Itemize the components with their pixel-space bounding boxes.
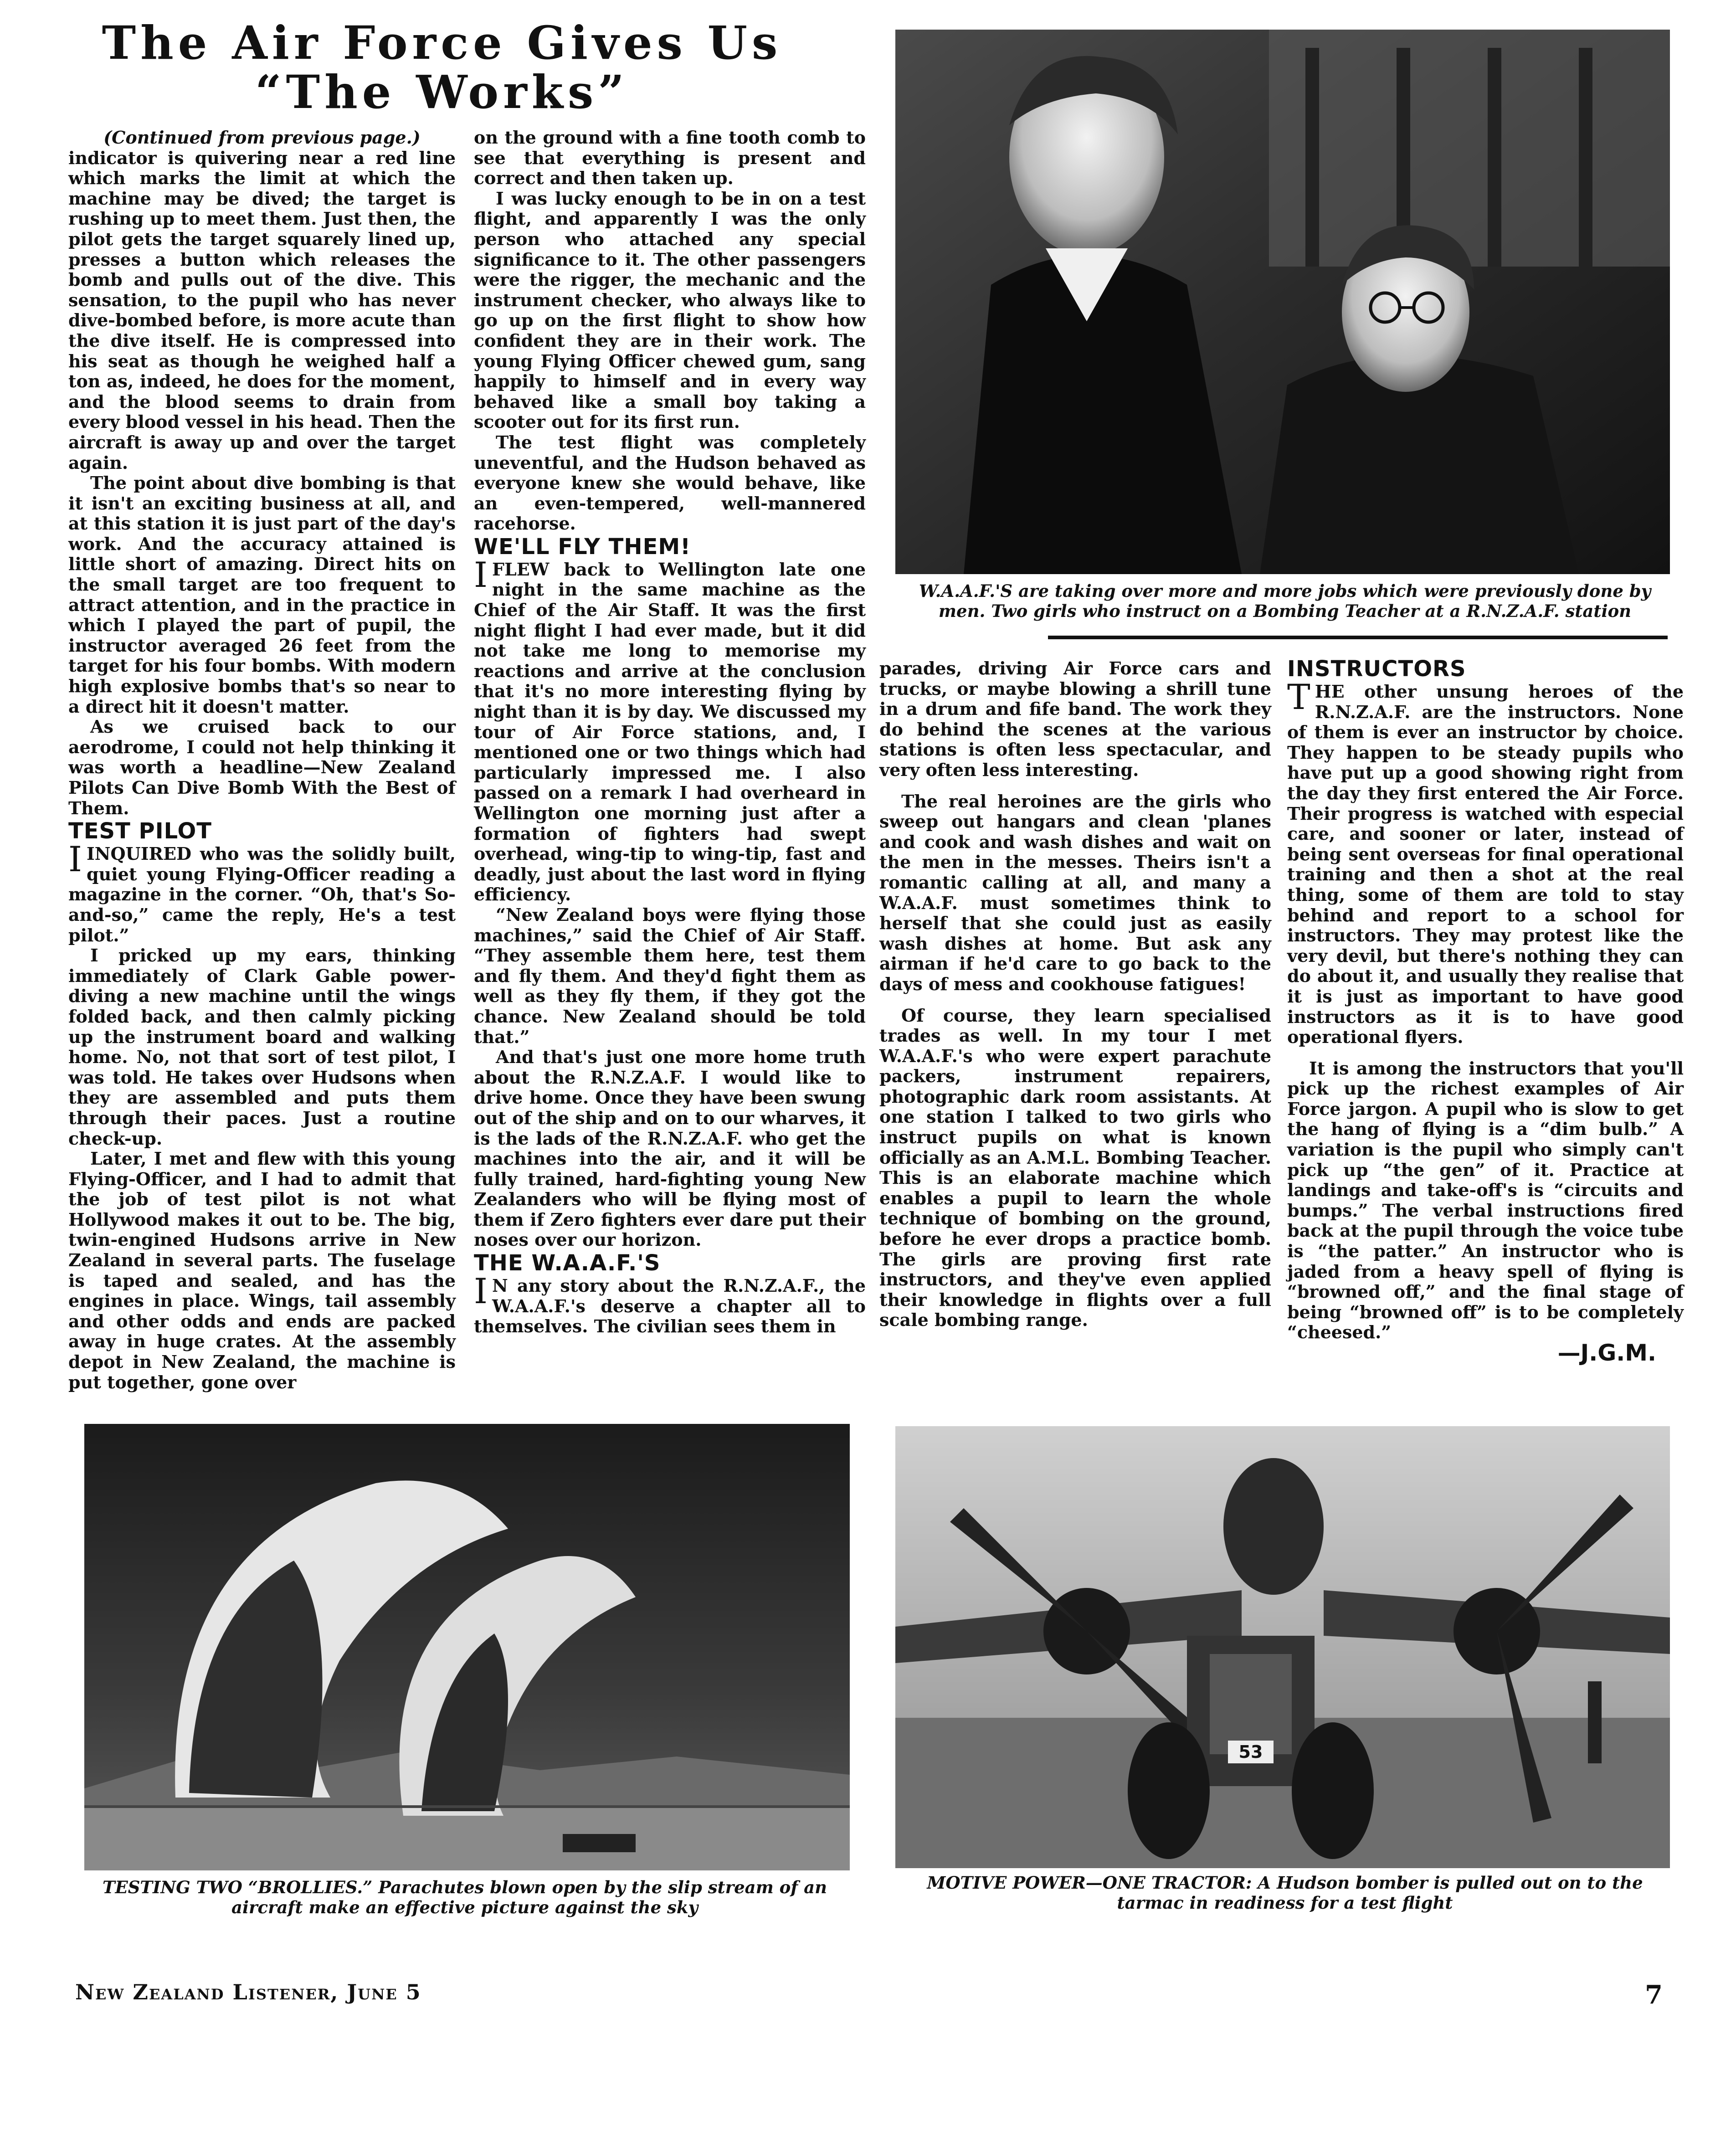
footer-publication: New Zealand Listener, June 5 <box>75 1980 421 2004</box>
paragraph: indicator is quivering near a red line which marks the limit at which the machine may be dived; the target is rushing up to meet them. Just then, the pilot gets the target squarely lined up, presses a button which releases the bomb and pulls out of the dive. This sensation, to the pupil who has never dive-bombed before, is more acute than the dive itself. He is compressed into his seat as though he weighed half a ton as, indeed, he does for the moment, and the blood seems to drain from every blood vessel in his head. Then the aircraft is away up and over the target again. <box>68 147 456 473</box>
caption-bottom-right-photo: MOTIVE POWER—ONE TRACTOR: A Hudson bomber is pulled out on to the tarmac in readiness for a test flight <box>927 1873 1643 1913</box>
paragraph-text: HE other unsung heroes of the R.N.Z.A.F. are the instructors. None of them is ever an instructor by choice. They happen to be steady pupils who have put up a good showing right from the day they first entered the Air Force. Their progress is watched with especial care, and sooner or later, instead of being sent overseas for final operational training and then a shot at the real thing, some of them are told to stay behind and report to a school for instructors. They may protest like the very devil, but there's nothing they can do about it, and usually they realise that it is just as important to have good instructors as it is to have good operational flyers. <box>1287 681 1684 1048</box>
section-heading-instructors: INSTRUCTORS <box>1287 656 1466 682</box>
drop-cap: I <box>68 839 82 880</box>
caption-bottom-left-photo: TESTING TWO “BROLLIES.” Parachutes blown open by the slip stream of an aircraft make an effective picture against the sky <box>102 1877 827 1917</box>
paragraph: “New Zealand boys were flying those machines,” said the Chief of Air Staff. “They assemble them here, test them and fly them. And they'd fight them as well as they fly them, if they got the chance. New Zealand should be told that.” <box>474 904 866 1047</box>
paragraph: on the ground with a fine tooth comb to see that everything is present and correct and then taken up. <box>474 127 866 189</box>
photo-tractor-hudson <box>895 1426 1670 1868</box>
paragraph: I pricked up my ears, thinking immediately of Clark Gable power-diving a new machine until the wings folded back, and then calmly picking up the instrument board and walking home. No, not that sort of test pilot, I was told. He takes over Hudsons when they are assembled and puts them through their paces. Just a routine check-up. <box>68 945 456 1149</box>
article-column-4 <box>1287 656 1684 1366</box>
paragraph <box>68 839 456 945</box>
paragraph <box>474 554 866 905</box>
paragraph: The real heroines are the girls who sweep out hangars and clean 'planes and cook and wash dishes and wait on the men in the messes. Theirs isn't a romantic calling at all, and many a W.A.A.F. must sometimes think to herself that she could just as easily wash dishes at home. But ask any airman if he'd care to go back to the days of mess and cookhouse fatigues! <box>879 791 1271 994</box>
photo-tractor-hudson-image <box>895 1426 1670 1868</box>
section-heading-waafs: THE W.A.A.F.'S <box>474 1250 661 1276</box>
photo-waaf-instructors <box>895 30 1670 574</box>
paragraph: Of course, they learn specialised trades as well. In my tour I met W.A.A.F.'s who were expert parachute packers, instrument repairers, photographic dark room assistants. At one station I talked to two girls who instruct pupils on what is known officially as an A.M.L. Bombing Teacher. This is an elaborate machine which enables a pupil to learn the whole technique of bombing on the ground, before he ever drops a practice bomb. The girls are proving first rate instructors, and they've even applied their knowledge in flights over a full scale bombing range. <box>879 1005 1271 1330</box>
caption-top-photo: W.A.A.F.'S are taking over more and more jobs which were previously done by men. Two girls who instruct on a Bombing Teacher at a R.N.Z.A.F. station <box>919 581 1651 621</box>
section-heading-test-pilot: TEST PILOT <box>68 818 212 844</box>
article-column-3 <box>879 658 1271 1330</box>
photo-waaf-instructors-image <box>895 30 1670 574</box>
paragraph-text: N any story about the R.N.Z.A.F., the W.A.A.F.'s deserve a chapter all to themselves. The civilian sees them in <box>474 1275 866 1337</box>
drop-cap: I <box>474 554 488 595</box>
paragraph: As we cruised back to our aerodrome, I could not help thinking it was worth a headline—New Zealand Pilots Can Dive Bomb With the Best of Them. <box>68 716 456 818</box>
tractor-license-plate: 53 <box>1238 1742 1263 1762</box>
section-heading-well-fly-them: WE'LL FLY THEM! <box>474 534 691 560</box>
paragraph: It is among the instructors that you'll pick up the richest examples of Air Force jargon. A pupil who is slow to get the hang of flying is a “dim bulb.” A variation is the pupil who simply can't pick up “the gen” of it. Practice at landings and take-off's is “circuits and bumps.” The verbal instructions fired back at the pupil through the voice tube is “the patter.” An instructor who is jaded from a heavy spell of flying is “browned off,” and the final stage of being “browned off” is to be completely “cheesed.” <box>1287 1058 1684 1343</box>
headline-line-2: “The Works” <box>255 65 629 119</box>
divider-rule <box>1048 636 1668 639</box>
photo-parachutes-image <box>84 1424 850 1870</box>
drop-cap: I <box>474 1271 488 1312</box>
paragraph: I was lucky enough to be in on a test flight, and apparently I was the only person who attached any special significance to it. The other passengers were the rigger, the mechanic and the instrument checker, who always like to go up on the first flight to show how confident they are in their work. The young Flying Officer chewed gum, sang happily to himself and in every way behaved like a small boy taking a scooter out for its first run. <box>474 188 866 432</box>
continued-note: (Continued from previous page.) <box>103 127 421 148</box>
paragraph <box>474 1271 866 1337</box>
photo-parachutes <box>84 1424 850 1870</box>
paragraph: The test flight was completely uneventful, and the Hudson behaved as everyone knew she would behave, like an even-tempered, well-mannered racehorse. <box>474 431 866 534</box>
article-column-2 <box>474 128 866 1337</box>
paragraph <box>1287 677 1684 1048</box>
paragraph: Later, I met and flew with this young Flying-Officer, and I had to admit that the job of test pilot is not what Hollywood makes it out to be. The big, twin-engined Hudsons arrive in New Zealand in several parts. The fuselage is taped and sealed, and has the engines in place. Wings, tail assembly and other odds and ends are packed away in huge crates. At the assembly depot in New Zealand, the machine is put together, gone over <box>68 1148 456 1392</box>
article-column-1 <box>68 128 456 1392</box>
paragraph-text: FLEW back to Wellington late one night in the same machine as the Chief of the Air Staff. It was the first night flight I had ever made, but it did not take me long to memorise my reactions and arrive at the conclusion that it's no more interesting flying by night than it is by day. We discussed my tour of Air Force stations, and, I mentioned one or two things which had particularly impressed me. I also passed on a remark I had overheard in Wellington one morning just after a formation of fighters had swept overhead, wing-tip to wing-tip, fast and deadly, just about the last word in flying efficiency. <box>474 559 866 905</box>
paragraph-text: INQUIRED who was the solidly built, quiet young Flying-Officer reading a magazine in the corner. “Oh, that's So-and-so,” came the reply, He's a test pilot.” <box>68 843 456 945</box>
headline <box>55 18 829 117</box>
paragraph: The point about dive bombing is that it isn't an exciting business at all, and at this station it is just part of the day's work. And the accuracy attained is little short of amazing. Direct hits on the small target are too frequent to attract attention, and in the practice in which I played the part of pupil, the instructor averaged 26 feet from the target for his four bombs. With modern high explosive bombs that's so near to a direct hit it doesn't matter. <box>68 473 456 717</box>
page-number: 7 <box>1645 1980 1664 2010</box>
paragraph: And that's just one more home truth about the R.N.Z.A.F. I would like to drive home. Once they have been swung out of the ship and on to our wharves, it is the lads of the R.N.Z.A.F. who get the machines into the air, and it will be fully trained, hard-fighting young New Zealanders who will be flying most of them if Zero fighters ever dare put their noses over our horizon. <box>474 1047 866 1250</box>
paragraph: parades, driving Air Force cars and trucks, or maybe blowing a shrill tune in a drum and fife band. The work they do behind the scenes at the various stations is often less spectacular, and very often less interesting. <box>879 658 1271 780</box>
drop-cap: T <box>1287 677 1310 717</box>
author-signature: —J.G.M. <box>1557 1340 1656 1366</box>
headline-line-1: The Air Force Gives Us <box>102 16 782 70</box>
